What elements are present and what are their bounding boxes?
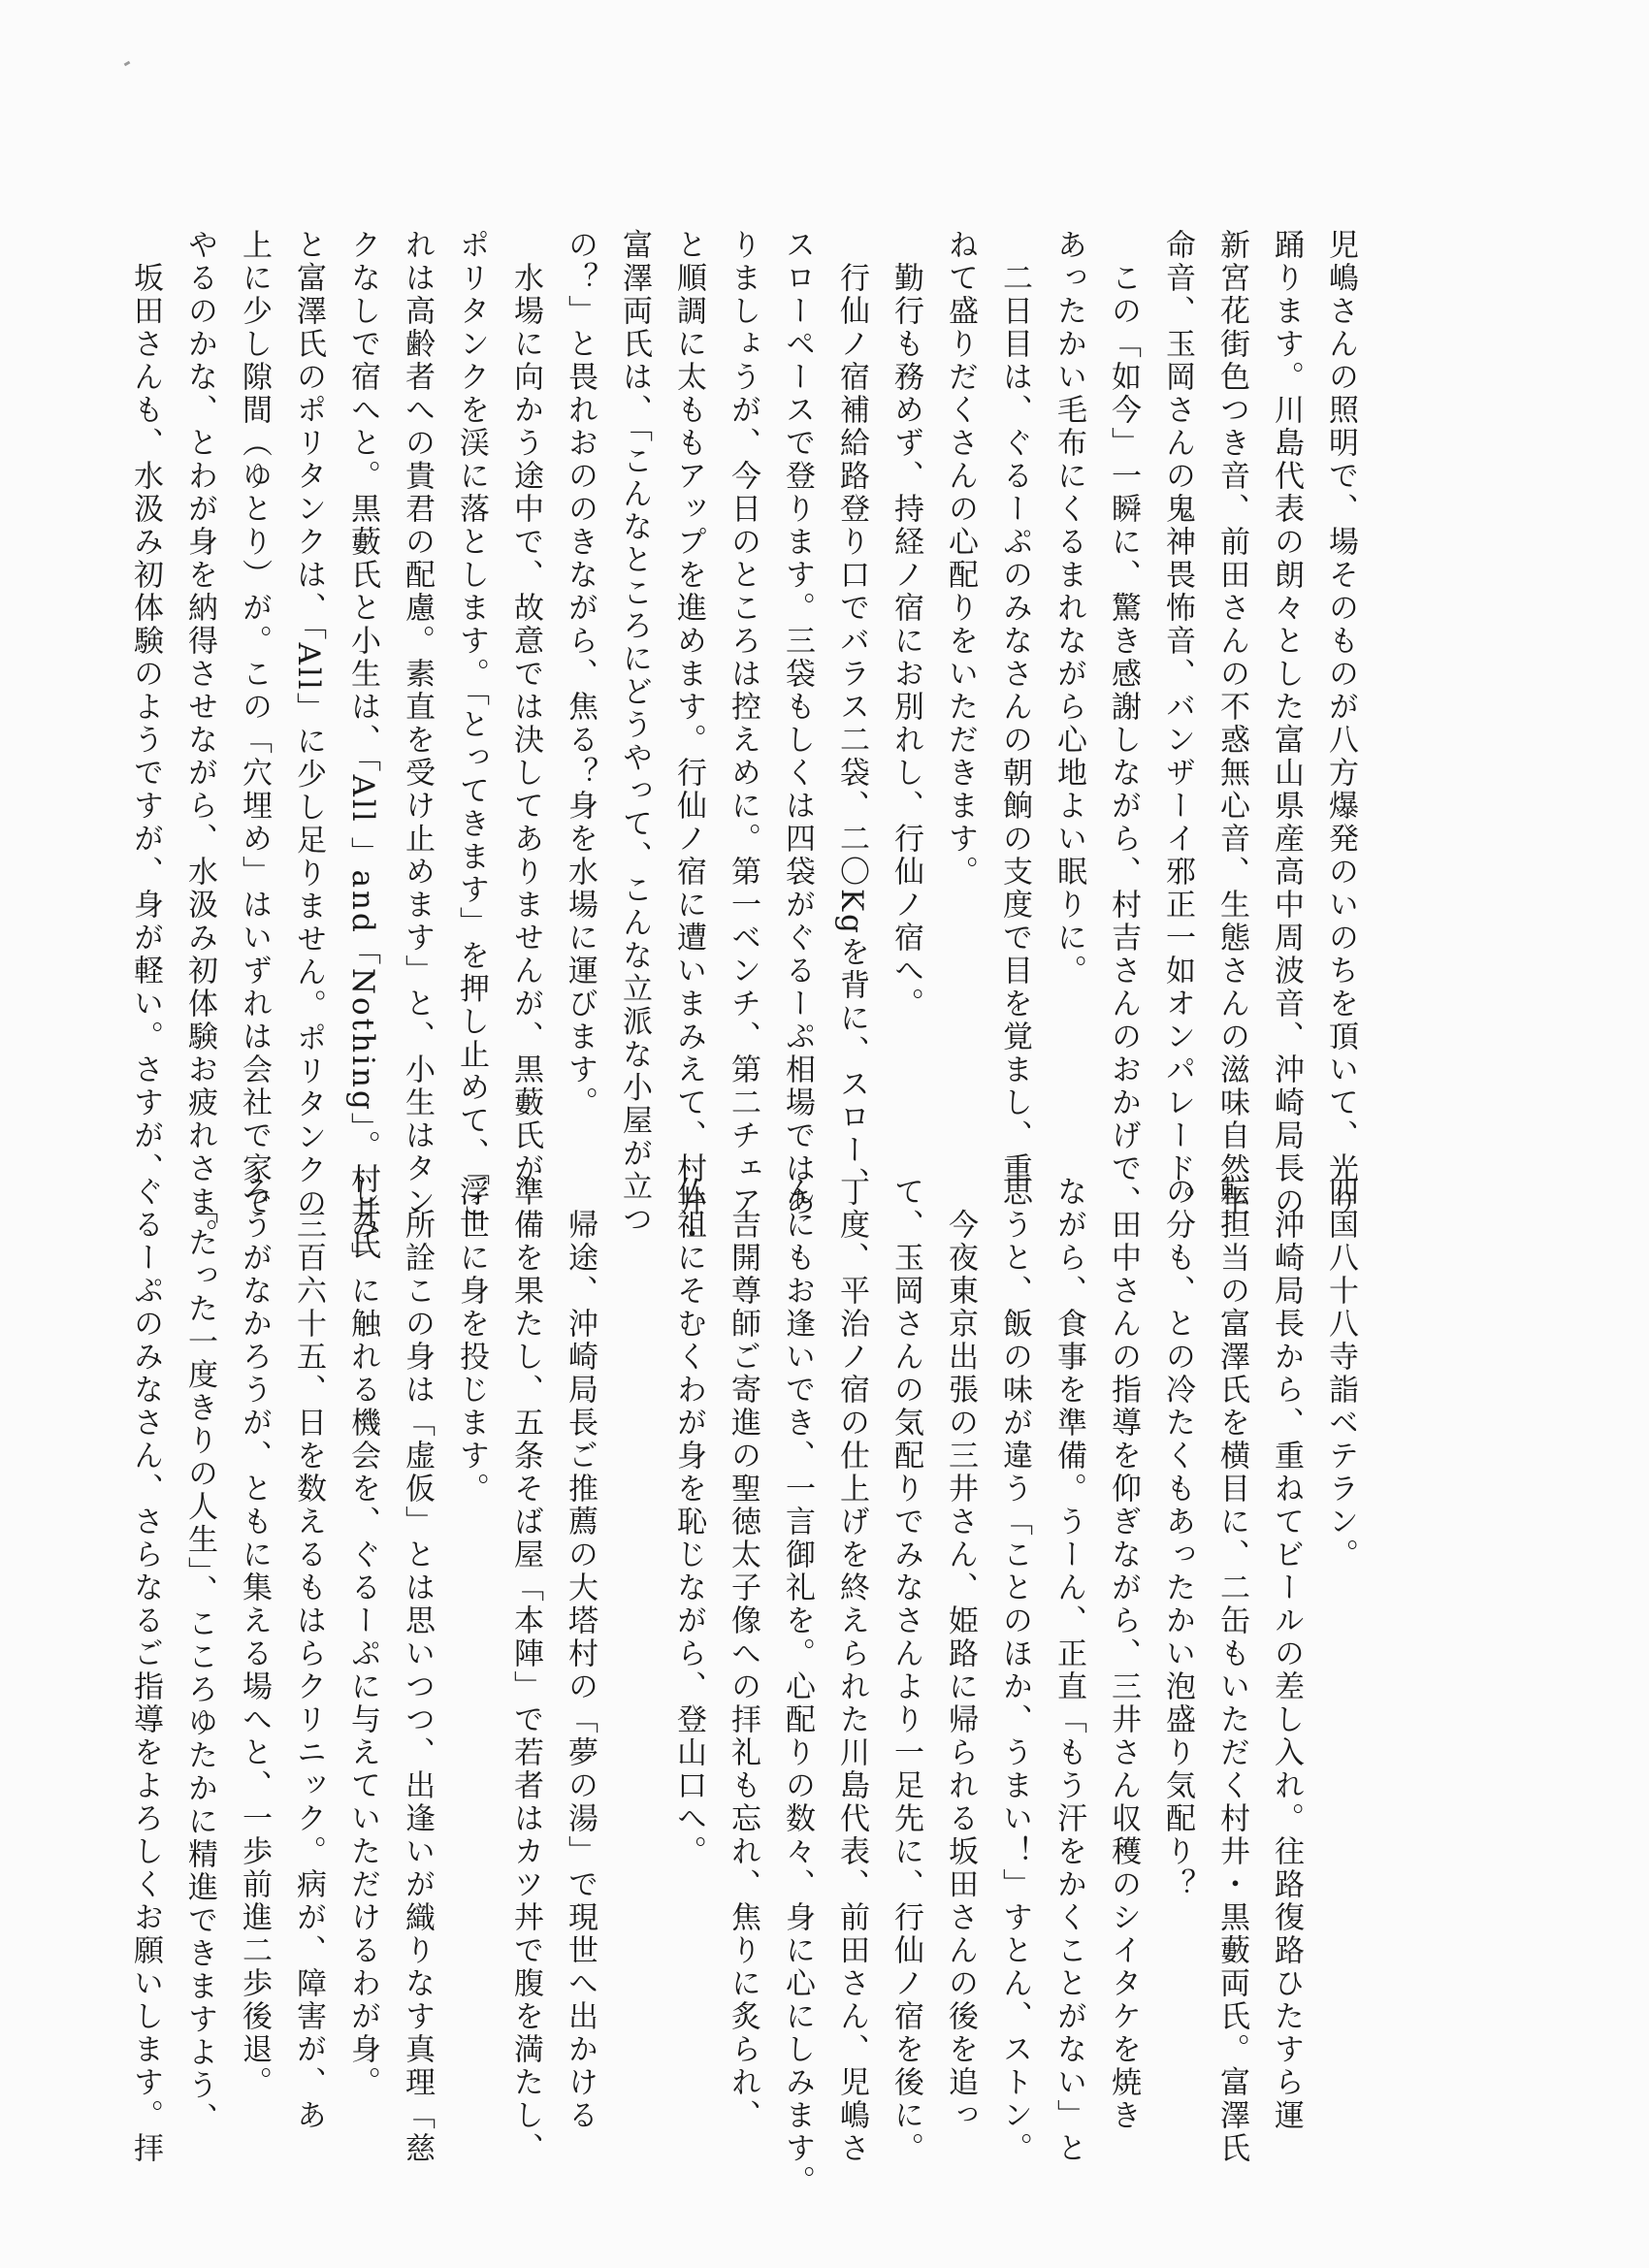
text-line: 坂田さんも、水汲み初体験のようですが、身が軽い。さすが、: [128, 229, 163, 1185]
text-line: 命音、玉岡さんの鬼神畏怖音、バンザーイ邪正一如オンパレード。: [1160, 229, 1195, 1218]
text-line: 転担当の富澤氏を横目に、二缶もいただく村井・黒藪両氏。富澤氏: [1214, 1176, 1249, 2165]
text-line: 仏祖にそむくわが身を恥じながら、登山口へ。: [671, 1176, 706, 1868]
text-line: 児嶋さんの照明で、場そのものが八方爆発のいのちを頂いて、光り: [1323, 229, 1358, 1218]
text-line: の分も、との冷たくもあったかい泡盛り気配り？: [1160, 1176, 1195, 1901]
text-line: 勤行も務めず、持経ノ宿にお別れし、行仙ノ宿へ。: [889, 229, 923, 1021]
text-line: やるのかな、とわが身を納得させながら、水汲み初体験お疲れさま。: [182, 229, 217, 1251]
text-line: の？」と畏れおののきながら、焦る？身を水場に運びます。: [563, 229, 598, 1119]
text-line: 思うと、飯の味が違う「ことのほか、うまい！」すとん、ストン。: [997, 1176, 1032, 2165]
text-line: 踊ります。川島代表の朗々とした富山県産高中周波音、沖崎局長の: [1269, 229, 1304, 1218]
text-line: んにもお逢いでき、一言御礼を。心配りの数々、身に心にしみます。: [780, 1176, 815, 2198]
text-line: ろうがなかろうが、ともに集える場へと、一歩前進二歩後退。: [237, 1176, 272, 2099]
text-line: と順調に太ももアップを進めます。行仙ノ宿に遭いまみえて、村井・: [671, 229, 706, 1251]
text-line: 三百六十五、日を数えるもはらクリニック。病が、障害が、あ: [291, 1176, 326, 2132]
text-line: 田中さんの指導を仰ぎながら、三井さん収穫のシイタケを焼き: [1106, 1176, 1141, 2132]
text-line: て、玉岡さんの気配りでみなさんより一足先に、行仙ノ宿を後に。: [889, 1176, 923, 2165]
text-line: れは高齢者への貴君の配慮。素直を受け止めます」と、小生はタン: [400, 229, 435, 1218]
lower-text-column-block: [128, 1176, 1368, 2198]
text-line: 二日目は、ぐるーぷのみなさんの朝餉の支度で目を覚まし、重: [997, 229, 1032, 1185]
stray-pen-mark: [124, 61, 131, 67]
text-line: りましょうが、今日のところは控えめに。第一ベンチ、第二チェア: [726, 229, 760, 1218]
text-line: クなしで宿へと。黒藪氏と小生は、「All 」and「Nothing」。村井氏: [345, 229, 380, 1263]
text-line: 丁度、平治ノ宿の仕上げを終えられた川島代表、前田さん、児嶋さ: [834, 1176, 869, 2165]
text-line: ぐるーぷのみなさん、さらなるご指導をよろしくお願いします。拝: [128, 1176, 163, 2165]
text-line: 準備を果たし、五条そば屋「本陣」で若者はカツ丼で腹を満たし、: [508, 1176, 543, 2165]
text-line: この「如今」一瞬に、驚き感謝しながら、村吉さんのおかげで、: [1106, 229, 1141, 1218]
text-line: ポリタンクを渓に落とします。「とってきます」を押し止めて、「こ: [454, 229, 489, 1221]
text-line: ねて盛りだくさんの心配りをいただきます。: [943, 229, 978, 889]
text-line: 行仙ノ宿補給路登り口でバラス二袋、二〇Kgを背に、スロー、: [834, 229, 869, 1201]
text-line: [607, 1176, 662, 2029]
text-line: 新宮花街色つき音、前田さんの不惑無心音、生態さんの滋味自然生: [1214, 229, 1249, 1218]
text-line: 上に少し隙間（ゆとり）が。この「穴埋め」はいずれは会社で家で: [237, 229, 272, 1218]
text-line: 水場に向かう途中で、故意では決してありませんが、黒藪氏が: [508, 229, 543, 1185]
text-line: 吉開尊師ご寄進の聖徳太子像への拝礼も忘れ、焦りに炙られ、: [726, 1176, 760, 2132]
text-line: 富澤両氏は、「こんなところにどうやって、こんな立派な小屋が立つ: [617, 229, 652, 1237]
upper-text-column-block: [128, 229, 1368, 1263]
text-line: 今夜東京出張の三井さん、姫路に帰られる坂田さんの後を追っ: [943, 1176, 978, 2132]
text-line: 所詮この身は「虚仮」とは思いつつ、出逢いが織りなす真理「慈: [400, 1176, 435, 2165]
text-line: 帰途、沖崎局長ご推薦の大塔村の「夢の湯」で現世へ出かける: [563, 1176, 598, 2132]
text-line: 「たった一度きりの人生」、こころゆたかに精進できますよう、: [182, 1176, 217, 2135]
text-line: あったかい毛布にくるまれながら心地よい眠りに。: [1051, 229, 1086, 988]
text-line: ながら、食事を準備。うーん、正直「もう汗をかくことがない」と: [1051, 1176, 1086, 2165]
text-line: 四国八十八寺詣ベテラン。: [1323, 1176, 1358, 1571]
text-line: と富澤氏のポリタンクは、「All」に少し足りません。ポリタンクの: [291, 229, 326, 1220]
text-line: 沖崎局長から、重ねてビールの差し入れ。往路復路ひたすら運: [1269, 1176, 1304, 2132]
text-line: スローペースで登ります。三袋もしくは四袋がぐるーぷ相場ではあ: [780, 229, 815, 1218]
text-line: しみ」に触れる機会を、ぐるーぷに与えていただけるわが身。: [345, 1176, 380, 2099]
text-line: 浮世に身を投じます。: [454, 1176, 489, 1506]
